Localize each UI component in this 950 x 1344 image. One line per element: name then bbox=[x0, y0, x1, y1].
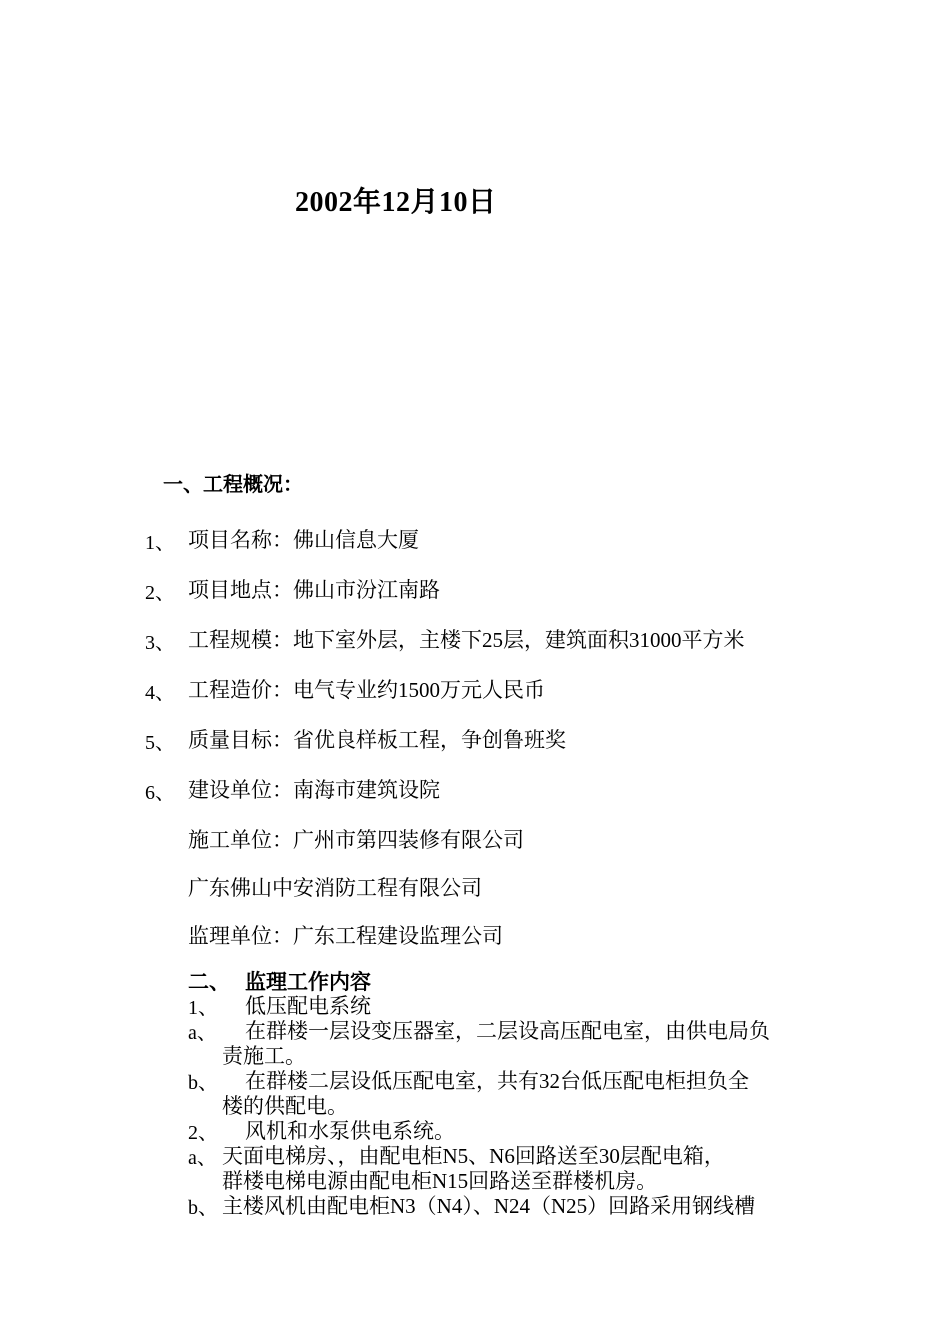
item-number: 6、 bbox=[145, 782, 175, 804]
item-quality-target: 质量目标：省优良样板工程，争创鲁班奖 bbox=[188, 728, 566, 752]
item-contractor: 施工单位：广州市第四装修有限公司 bbox=[188, 828, 524, 852]
item-project-cost: 工程造价：电气专业约1500万元人民币 bbox=[188, 678, 545, 702]
para-b1-line1: 在群楼二层设低压配电室，共有32台低压配电柜担负全 bbox=[245, 1069, 749, 1093]
item-number: 2、 bbox=[145, 582, 175, 604]
para-a1-line1: 在群楼一层设变压器室，二层设高压配电室，由供电局负 bbox=[245, 1019, 770, 1043]
item-fire-contractor: 广东佛山中安消防工程有限公司 bbox=[188, 876, 482, 900]
item-project-name: 项目名称：佛山信息大厦 bbox=[188, 528, 419, 552]
section2-number: 二、 bbox=[188, 970, 230, 994]
item-number: 1、 bbox=[145, 532, 175, 554]
item-number: 3、 bbox=[145, 632, 175, 654]
para-a1-line2: 责施工。 bbox=[222, 1044, 306, 1068]
para-b2-line1: 主楼风机由配电柜N3（N4）、N24（N25）回路采用钢线槽 bbox=[222, 1194, 756, 1218]
sub-number: 1、 bbox=[188, 997, 218, 1019]
sub-fan-pump: 风机和水泵供电系统。 bbox=[245, 1119, 455, 1143]
para-b1-line2: 楼的供配电。 bbox=[222, 1094, 348, 1118]
sub-low-voltage: 低压配电系统 bbox=[245, 994, 371, 1018]
item-project-location: 项目地点：佛山市汾江南路 bbox=[188, 578, 440, 602]
item-number: 5、 bbox=[145, 732, 175, 754]
item-project-scale: 工程规模：地下室外层，主楼下25层，建筑面积31000平方米 bbox=[188, 628, 745, 652]
section-heading-overview: 一、工程概况： bbox=[163, 474, 303, 496]
item-number: 4、 bbox=[145, 682, 175, 704]
letter-marker: a、 bbox=[188, 1147, 217, 1169]
letter-marker: a、 bbox=[188, 1022, 217, 1044]
document-date: 2002年12月10日 bbox=[295, 187, 497, 218]
item-owner: 建设单位：南海市建筑设院 bbox=[188, 778, 440, 802]
section-heading-supervision: 监理工作内容 bbox=[245, 970, 371, 994]
para-a2-line1: 天面电梯房、，由配电柜N5、N6回路送至30层配电箱， bbox=[222, 1144, 725, 1168]
sub-number: 2、 bbox=[188, 1122, 218, 1144]
letter-marker: b、 bbox=[188, 1197, 218, 1219]
item-supervisor: 监理单位：广东工程建设监理公司 bbox=[188, 924, 503, 948]
letter-marker: b、 bbox=[188, 1072, 218, 1094]
para-a2-line2: 群楼电梯电源由配电柜N15回路送至群楼机房。 bbox=[222, 1169, 658, 1193]
